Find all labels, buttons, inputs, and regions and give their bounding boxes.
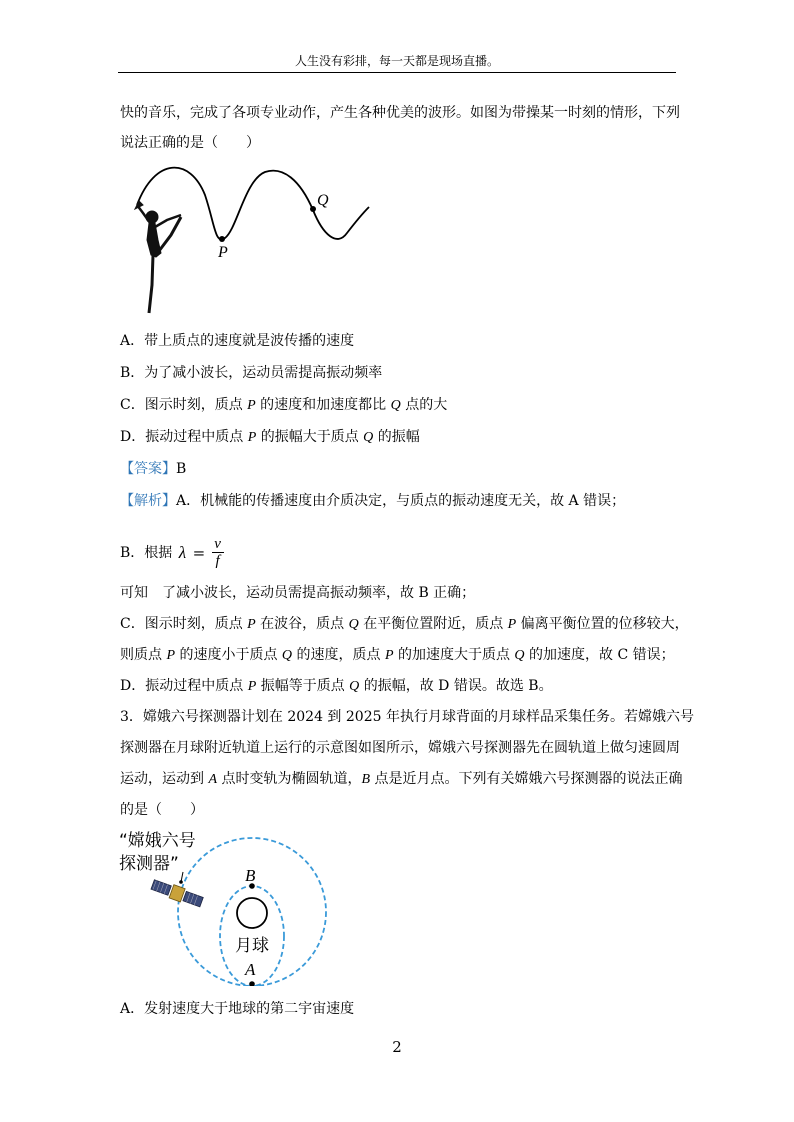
q3-stem-line3: 运动，运动到 A 点时变轨为椭圆轨道，B 点是近月点。下列有关嫦娥六号探测器的说法正确 bbox=[120, 771, 683, 787]
q3-stem-line1: 3．嫦娥六号探测器计划在 2024 到 2025 年执行月球背面的月球样品采集任务。若嫦娥六号 bbox=[120, 709, 694, 725]
label-point-b: B bbox=[245, 866, 256, 885]
wavelength-formula: λ = $\frac{v}{f}$ bbox=[179, 536, 224, 570]
probe-satellite-icon bbox=[150, 878, 204, 909]
label-point-q: Q bbox=[317, 192, 329, 209]
q2-analysis-a: 【解析】A．机械能的传播速度由介质决定，与质点的振动速度无关，故 A 错误； bbox=[120, 493, 626, 509]
header-rule bbox=[118, 72, 676, 73]
ribbon-wave-curve bbox=[137, 168, 369, 240]
q2-option-b: B．为了减小波长，运动员需提高振动频率 bbox=[120, 365, 383, 381]
q2-option-c: C．图示时刻，质点 P 的速度和加速度都比 Q 点的大 bbox=[120, 397, 448, 413]
q2-option-a: A．带上质点的速度就是波传播的速度 bbox=[120, 333, 355, 349]
q3-figure-orbits bbox=[115, 826, 345, 986]
page-header-motto: 人生没有彩排，每一天都是现场直播。 bbox=[294, 54, 499, 68]
probe-caption-line2: 探测器” bbox=[119, 854, 179, 874]
q3-stem-line2: 探测器在月球附近轨道上运行的示意图如图所示，嫦娥六号探测器先在圆轨道上做匀速圆周 bbox=[120, 740, 680, 756]
moon-label: 月球 bbox=[235, 936, 269, 956]
q2-figure-ribbon-wave bbox=[125, 165, 385, 320]
q3-stem-line4: 的是（ ） bbox=[120, 802, 204, 818]
moon-body bbox=[237, 898, 267, 928]
point-q-dot bbox=[310, 206, 316, 212]
q2-analysis-c-line1: C．图示时刻，质点 P 在波谷，质点 Q 在平衡位置附近，质点 P 偏离平衡位置的位移较大， bbox=[120, 616, 689, 632]
answer-tag: 【答案】 bbox=[120, 461, 176, 477]
answer-value: B bbox=[176, 461, 187, 477]
q3-option-a: A．发射速度大于地球的第二宇宙速度 bbox=[120, 1001, 355, 1017]
q2-analysis-b-formula-line: B．根据 λ = $\frac{v}{f}$ bbox=[120, 536, 224, 570]
q2-analysis-b-line2: 可知 了减小波长，运动员需提高振动频率，故 B 正确； bbox=[120, 585, 476, 601]
label-point-a: A bbox=[245, 960, 256, 979]
q2-stem-line1: 快的音乐，完成了各项专业动作，产生各种优美的波形。如图为带操某一时刻的情形，下列 bbox=[120, 105, 680, 121]
point-a-dot bbox=[249, 981, 255, 986]
page-number: 2 bbox=[392, 1038, 402, 1056]
probe-caption-line1: “嫦娥六号 bbox=[119, 831, 196, 851]
q2-option-d: D．振动过程中质点 P 的振幅大于质点 Q 的振幅 bbox=[120, 429, 420, 445]
q2-analysis-d: D．振动过程中质点 P 振幅等于质点 Q 的振幅，故 D 错误。故选 B。 bbox=[120, 678, 553, 694]
q2-analysis-c-line2: 则质点 P 的速度小于质点 Q 的速度，质点 P 的加速度大于质点 Q 的加速度，故 C 错误； bbox=[120, 647, 675, 663]
q2-answer bbox=[120, 459, 186, 479]
label-point-p: P bbox=[218, 244, 228, 261]
point-p-dot bbox=[219, 236, 225, 242]
analysis-tag: 【解析】 bbox=[120, 493, 176, 509]
q2-stem-line2: 说法正确的是（ ） bbox=[120, 135, 260, 151]
gymnast-figure bbox=[135, 201, 181, 313]
